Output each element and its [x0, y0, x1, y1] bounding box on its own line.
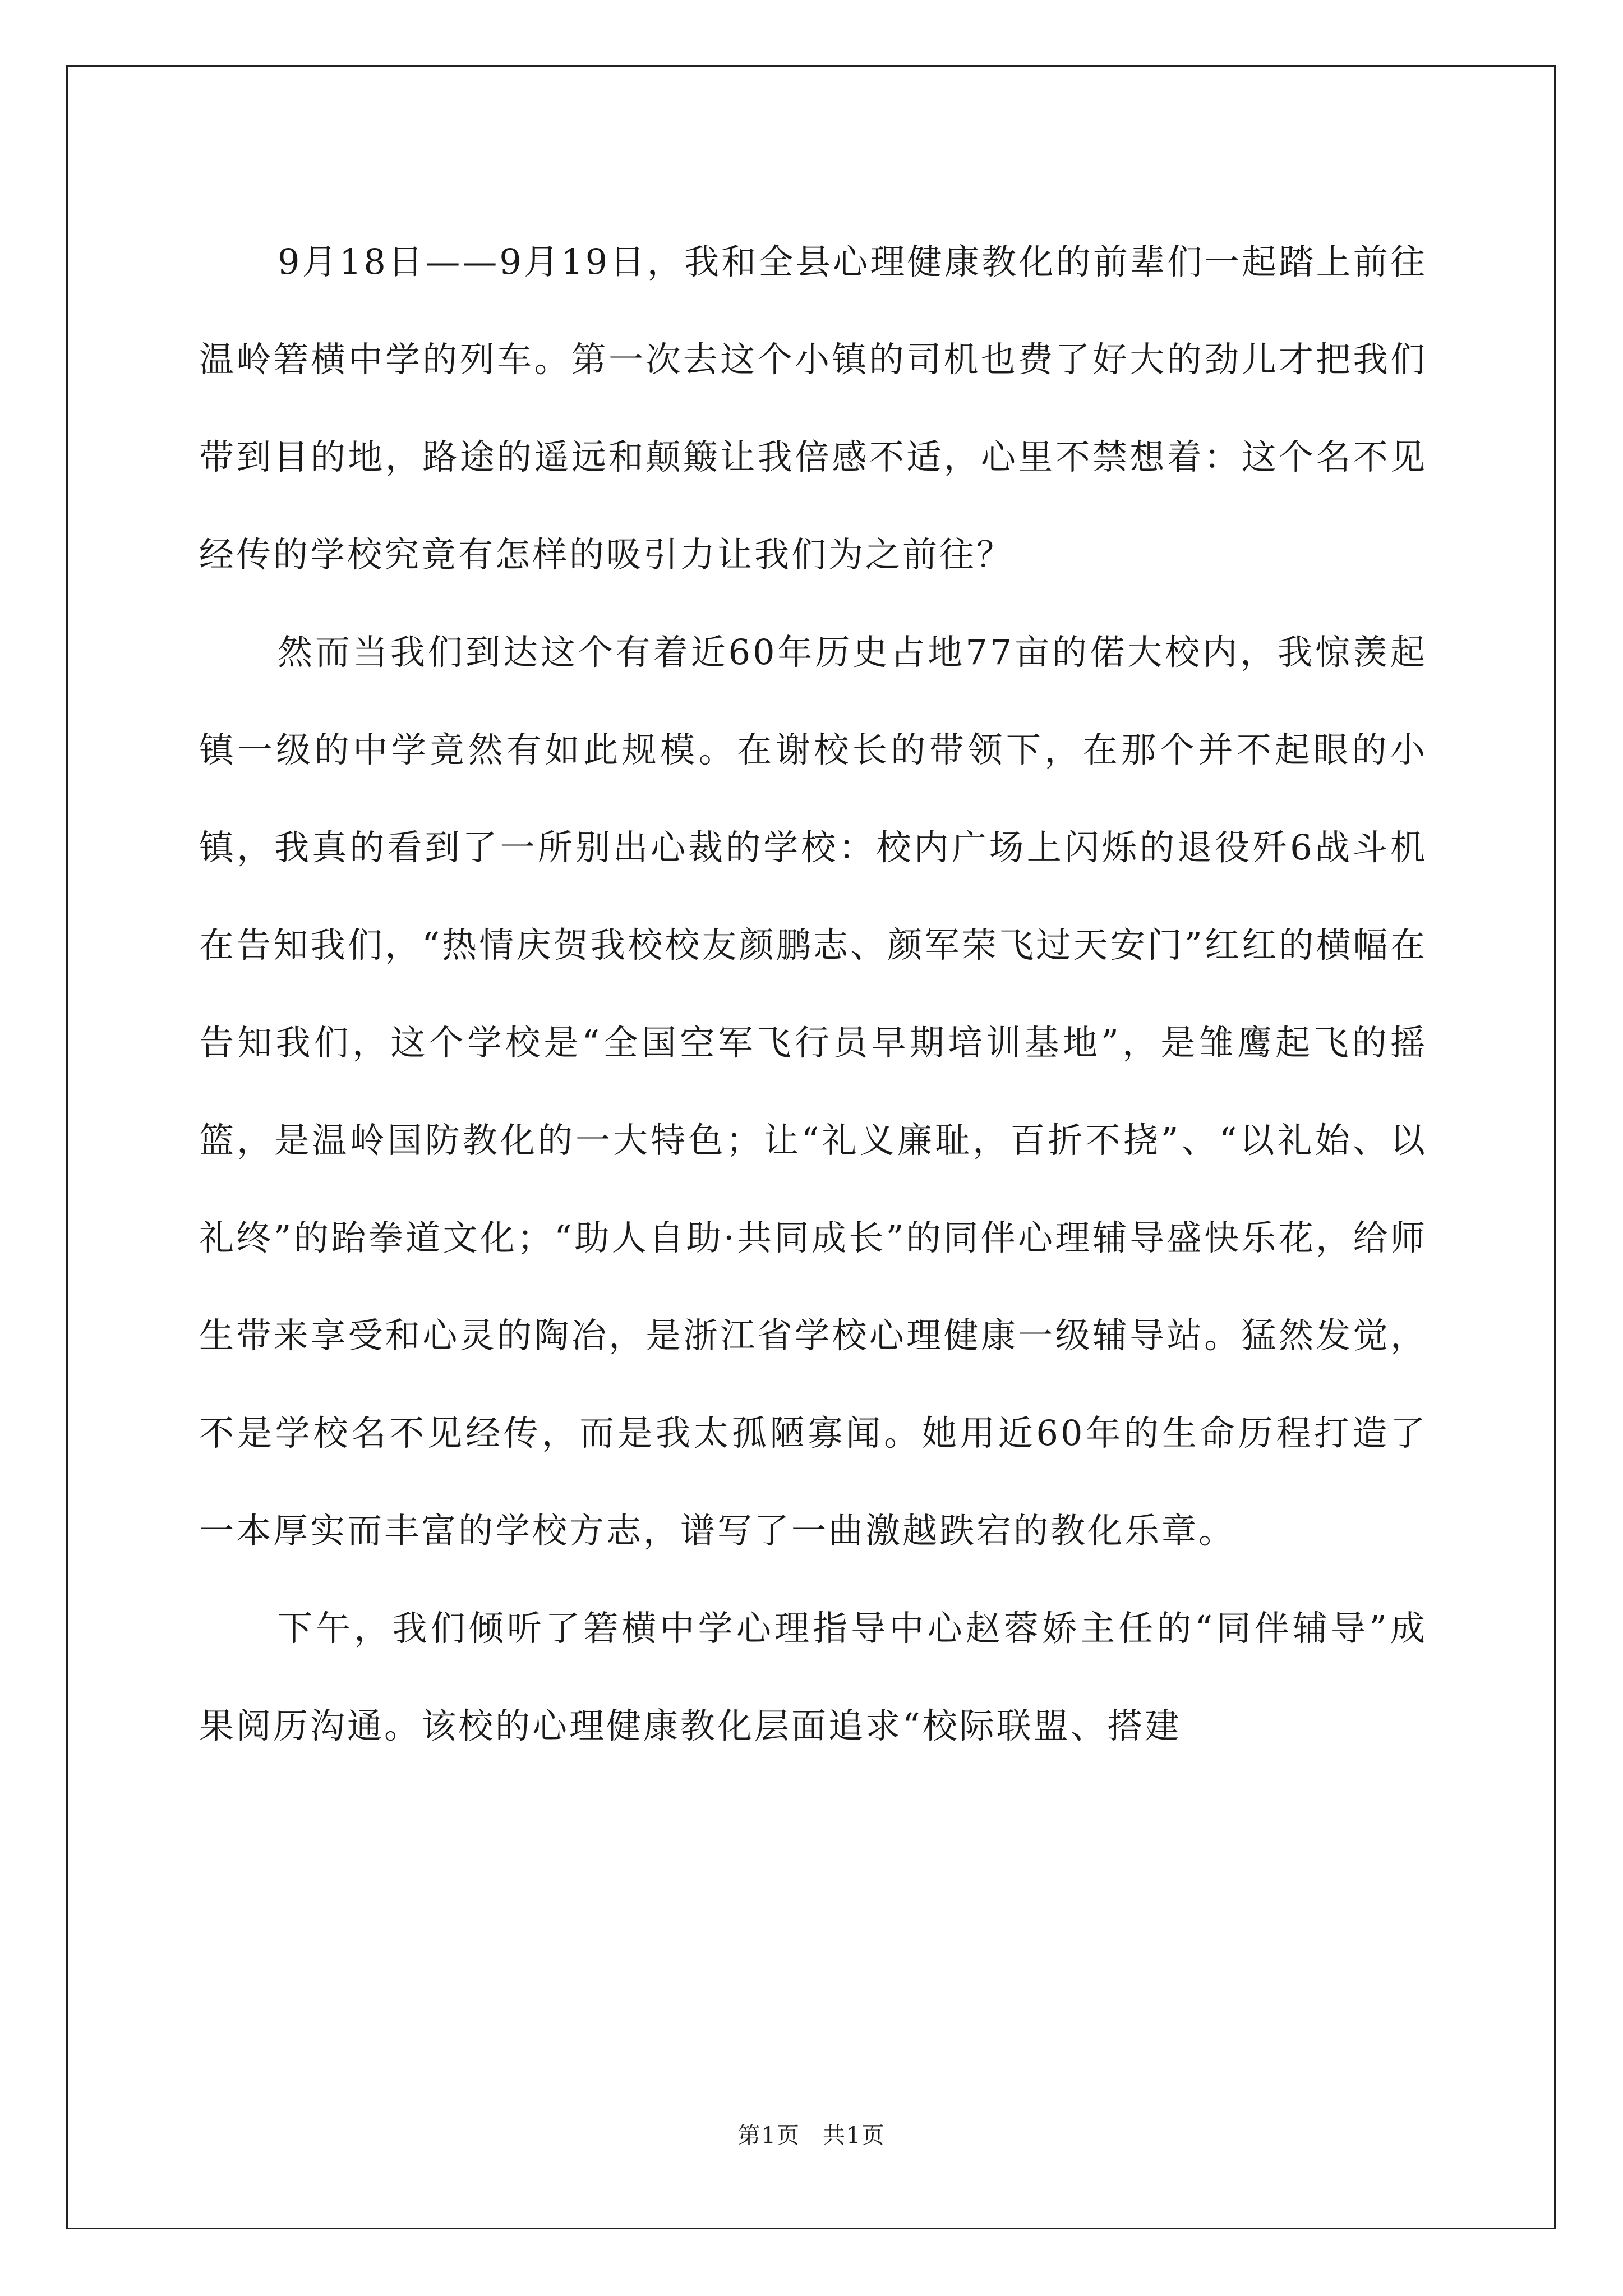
paragraph: 9月18日——9月19日，我和全县心理健康教化的前辈们一起踏上前往温岭箬横中学的列车。第一次去这个小镇的司机也费了好大的劲儿才把我们带到目的地，路途的遥远和颠簸让我倍感不适，心里不禁想着：这个名不见经传的学校究竟有怎样的吸引力让我们为之前往？	[199, 241, 1427, 575]
page-number: 第1页	[737, 2123, 800, 2148]
document-body	[199, 213, 1427, 1775]
page-total: 共1页	[823, 2123, 886, 2148]
paragraph: 然而当我们到达这个有着近60年历史占地77亩的偌大校内，我惊羡起镇一级的中学竟然有如此规模。在谢校长的带领下，在那个并不起眼的小镇，我真的看到了一所别出心裁的学校：校内广场上闪烁的退役歼6战斗机在告知我们，“热情庆贺我校校友颜鹏志、颜军荣飞过天安门”红红的横幅在告知我们，这个学校是“全国空军飞行员早期培训基地”，是雏鹰起飞的摇篮，是温岭国防教化的一大特色；让“礼义廉耻，百折不挠”、“以礼始、以礼终”的跆拳道文化；“助人自助·共同成长”的同伴心理辅导盛快乐花，给师生带来享受和心灵的陶冶，是浙江省学校心理健康一级辅导站。猛然发觉，不是学校名不见经传，而是我太孤陋寡闻。她用近60年的生命历程打造了一本厚实而丰富的学校方志，谱写了一曲激越跌宕的教化乐章。	[199, 632, 1427, 1551]
page-footer	[0, 2122, 1623, 2150]
paragraph: 下午，我们倾听了箬横中学心理指导中心赵蓉娇主任的“同伴辅导”成果阅历沟通。该校的心理健康教化层面追求“校际联盟、搭建	[199, 1608, 1427, 1746]
